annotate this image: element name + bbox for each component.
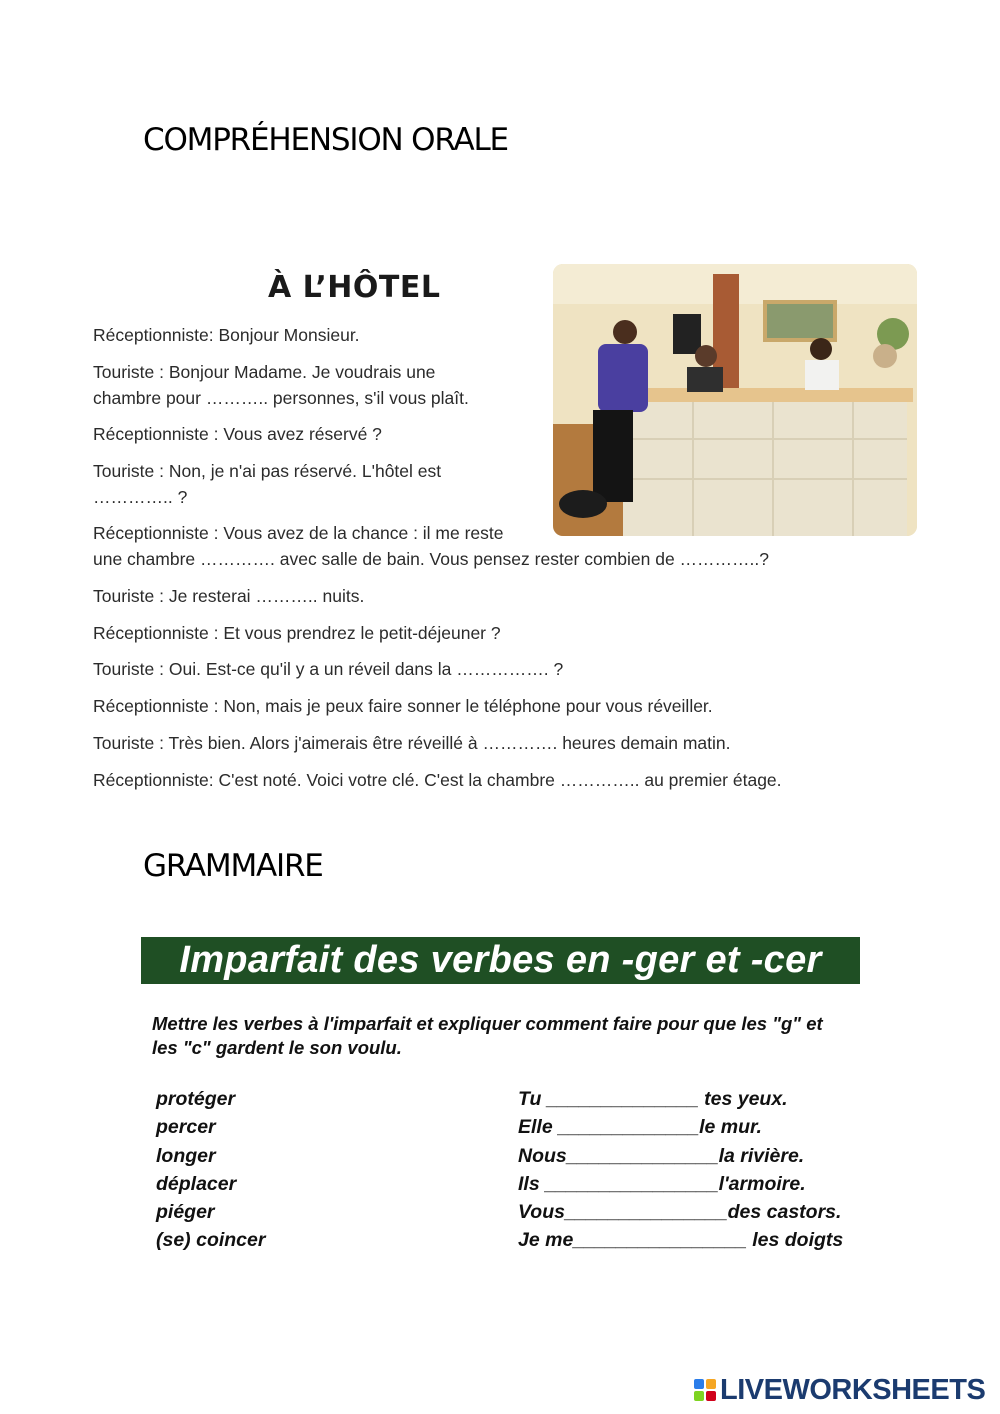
exercise-banner: Imparfait des verbes en -ger et -cer xyxy=(141,937,860,984)
dialogue-line: Touriste : Bonjour Madame. Je voudrais une xyxy=(93,362,436,382)
dialogue-line: Réceptionniste : Vous avez de la chance : il me reste xyxy=(93,523,504,543)
verb-item: percer xyxy=(156,1116,216,1139)
dialogue-line: Touriste : Oui. Est-ce qu'il y a un réveil dans la ……………. ? xyxy=(93,659,564,679)
dialogue-line: Réceptionniste: C'est noté. Voici votre clé. C'est la chambre ………….. au premier étage. xyxy=(93,770,782,790)
dialogue-line: Réceptionniste: Bonjour Monsieur. xyxy=(93,325,360,345)
hotel-reception-photo xyxy=(553,264,917,536)
section-heading-grammar: GRAMMAIRE xyxy=(143,848,323,884)
fill-in-sentence[interactable]: Vous_______________des castors. xyxy=(518,1201,842,1224)
dialogue-line: chambre pour ……….. personnes, s'il vous plaît. xyxy=(93,388,469,408)
section-heading-listening: COMPRÉHENSION ORALE xyxy=(143,122,508,158)
dialogue-line: Touriste : Non, je n'ai pas réservé. L'hôtel est xyxy=(93,461,442,481)
fill-in-sentence[interactable]: Je me________________ les doigts xyxy=(518,1229,844,1252)
dialogue-line: Réceptionniste : Et vous prendrez le petit-déjeuner ? xyxy=(93,623,501,643)
fill-in-sentence[interactable]: Elle _____________le mur. xyxy=(518,1116,762,1139)
dialogue-line: une chambre …………. avec salle de bain. Vous pensez rester combien de …………..? xyxy=(93,549,770,569)
verb-list xyxy=(156,1085,456,1255)
dialogue-line: Réceptionniste : Non, mais je peux faire sonner le téléphone pour vous réveiller. xyxy=(93,696,713,716)
fill-in-sentence[interactable]: Tu ______________ tes yeux. xyxy=(518,1088,788,1110)
verb-item: longer xyxy=(156,1144,216,1167)
exercise-instruction: Mettre les verbes à l'imparfait et expliquer comment faire pour que les "g" et les "c" gardent le son voulu. xyxy=(152,1013,823,1058)
verb-item: protéger xyxy=(156,1088,236,1110)
liveworksheets-logo xyxy=(694,1374,985,1406)
dialogue-line: Réceptionniste : Vous avez réservé ? xyxy=(93,424,382,444)
dialogue-title: À L’HÔTEL xyxy=(268,270,441,305)
dialogue-line: ………….. ? xyxy=(93,487,188,507)
fill-in-sentence[interactable]: Ils ________________l'armoire. xyxy=(518,1172,806,1195)
fill-in-sentence[interactable]: Nous______________la rivière. xyxy=(518,1144,805,1167)
verb-item: déplacer xyxy=(156,1172,237,1195)
sentence-list xyxy=(518,1085,878,1255)
dialogue-line: Touriste : Je resterai ……….. nuits. xyxy=(93,586,365,606)
logo-text: LIVEWORKSHEETS xyxy=(720,1373,986,1406)
dialogue-line: Touriste : Très bien. Alors j'aimerais être réveillé à …………. heures demain matin. xyxy=(93,733,731,753)
logo-squares-icon xyxy=(694,1379,716,1401)
verb-item: piéger xyxy=(156,1201,215,1224)
verb-item: (se) coincer xyxy=(156,1229,266,1252)
